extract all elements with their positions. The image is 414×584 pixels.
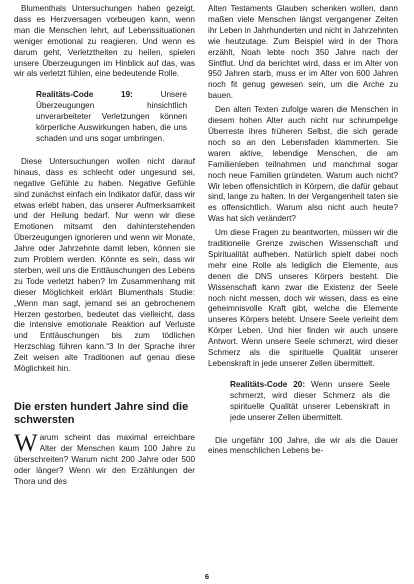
paragraph: Diese Untersuchungen wollen nicht darauf hinaus, dass es schlecht oder ungesund sei, negative Gefühle zu haben. Negative Gefühle sind zunächst einfach ein Indikator dafür, dass wir etwas erlebt haben, das unserer Aufmerksamkeit und der Heilung bedarf. Nur wenn wir diese Emotionen mitsamt den dahinterstehenden Überzeugungen ignorieren und wenn wir Monate, Jahre oder Jahrzehnte damit leben, können sie zum Problem werden. Könnte es sein, dass wir sterben, weil uns die Enttäuschungen des Lebens zu Tode verletzt haben? Im Zusammenhang mit dieser Möglichkeit erklärt Blumenthals Studie: „Wenn man sagt, jemand sei an gebrochenem Herzen gestorben, bedeutet das vielleicht, dass die intensive emotionale Reaktion auf Verluste und Enttäuschungen bis zum tödlichen Herzschlag führen kann.“3 In der Sprache ihrer Zeit weisen alte Traditionen auf genau diese Möglichkeit hin. [14,156,195,374]
paragraph: Um diese Fragen zu beantworten, müssen wir die traditionelle Grenze zwischen Wissenschaft und Spiritualität aufheben. Natürlich spielt dabei noch mehr eine Rolle als lediglich die Elemente, aus denen die DNS unseres Körpers besteht. Die Wissenschaft kann zwar die Existenz der Seele noch nicht messen, doch wir wissen, dass es eine geheimnisvolle Kraft gibt, welche die Elemente unseres Körpers belebt. Unsere Seele verleiht dem Körper Leben. Und hier finden wir auch unsere Antwort. Wenn unsere Seele schmerzt, wird dieser Schmerz als die spirituelle Qualität unserer Lebenskraft in jede unserer Zellen übermittelt. [208,228,398,368]
page-number: 6 [204,572,210,581]
paragraph: Blumenthals Untersuchungen haben gezeigt, dass es Herzversagen vorbeugen kann, wenn man die Menschen lehrt, auf Lebenssituationen weniger emotional zu reagieren. Und wenn es darum geht, Verletztheiten zu heilen, spielen unsere Überzeugungen im Hinblick auf das, was wir als verletzt fühlen, eine bedeutende Rolle. [14,4,195,79]
reality-code-19 [36,90,187,145]
reality-code-text: Unsere Überzeugungen hinsichtlich unverarbeiteter Verletzungen können körperliche Auswirkungen haben, die uns schaden und uns sogar umbringen. [36,90,187,143]
reality-code-label: Realitäts-Code 19: [36,90,133,100]
paragraph: Alten Testaments Glauben schenken wollen, dann maßen viele Menschen längst vergangener Zeiten ihr Leben in Jahrhunderten und nicht in Jahrzehnten wie heutzutage. Zum Beispiel wird in der Thora erzählt, Noah lebte noch 350 Jahre nach der Sintflut. Und da berichtet wird, dass er im Alter von 950 Jahren starb, muss er im Alter von 600 Jahren noch fit genug gewesen sein, um die Arche zu bauen. [208,4,398,101]
reality-code-paragraph [36,90,187,145]
right-column [208,4,398,457]
reality-code-text: Wenn unsere Seele schmerzt, wird dieser Schmerz als die spirituelle Qualität unserer Lebenskraft in jede unserer Zellen übermittelt. [230,379,390,422]
reality-code-paragraph [230,380,390,424]
reality-code-20 [230,380,390,424]
paragraph: Den alten Texten zufolge waren die Menschen in diesem hohen Alter auch nicht nur schrumpelige Überreste ihres früheren Selbst, die sich gerade noch so an den Lebensfaden klammerten. Sie waren aktive, lebendige Menschen, die am Familienleben teilnahmen und manchmal sogar noch neue Familien gründeten. Warum auch nicht? Wir leben offensichtlich in Körpern, die dafür gebaut sind, lange zu halten. In der Vergangenheit taten sie es offensichtlich. Warum also nicht auch heute? Was hat sich verändert? [208,105,398,224]
section-heading: Die ersten hundert Jahre sind die schwersten [14,401,189,426]
paragraph-text: arum scheint das maximal erreichbare Alter der Menschen kaum 100 Jahre zu überschreiten? Warum nicht 200 Jahre oder 500 oder länger? Wenn wir den Erzählungen der Thora und des [14,433,195,486]
paragraph: Die ungefähr 100 Jahre, die wir als die Dauer eines menschlichen Lebens be- [208,435,398,456]
paragraph-with-dropcap [14,430,195,488]
drop-cap: W [14,430,38,457]
reality-code-label: Realitäts-Code 20: [230,379,306,389]
left-column [14,4,195,488]
